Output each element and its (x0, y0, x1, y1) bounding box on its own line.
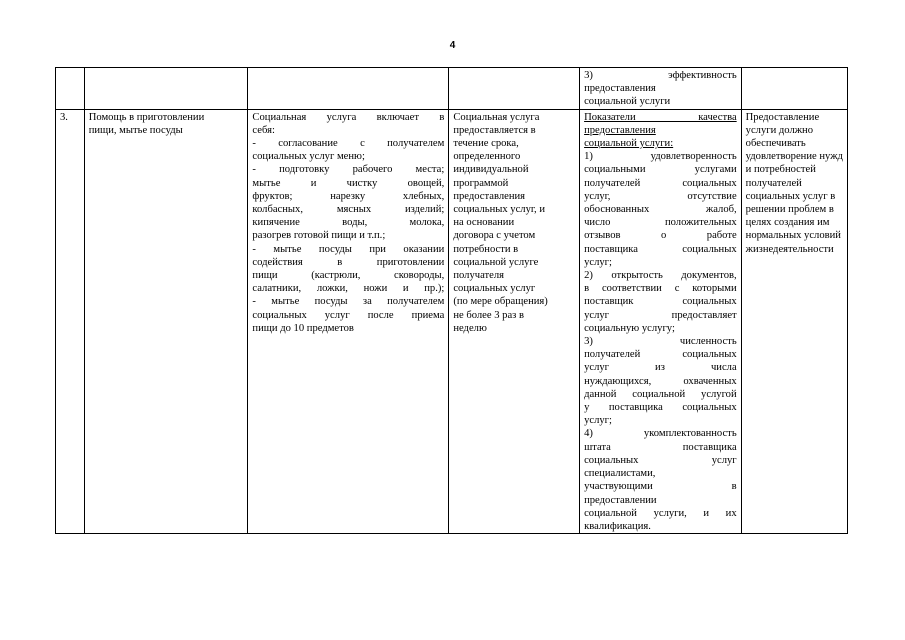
services-table (55, 67, 848, 534)
text-line: договора с учетом (453, 230, 536, 242)
text-line: квалификация. (584, 520, 651, 532)
text-line: и потребностей (745, 164, 816, 176)
text-line: Предоставление (745, 111, 820, 123)
text-line: социальной услуге (453, 256, 539, 268)
text-line: услуг; (584, 256, 612, 268)
text-line: услуг предоставляет (584, 309, 737, 321)
text-line: содействия в приготовлении (252, 256, 445, 268)
text-line: поставщик социальных (584, 296, 737, 308)
text-line: Социальная услуга включает в (252, 111, 445, 123)
text-line: получателей социальных (584, 349, 737, 361)
cell-result (741, 68, 847, 110)
text-line: социальных услуг, и (453, 204, 546, 216)
text-line: 1) удовлетворенность (584, 151, 737, 163)
text-line: получателей социальных (584, 177, 737, 189)
text-line: социальными услугами (584, 164, 737, 176)
text-line: социальных услуг (453, 283, 536, 295)
text-line: течение срока, (453, 138, 519, 150)
text-line: 2) открытость документов, (584, 270, 737, 282)
text-line: - мытье посуды при оказании (252, 243, 445, 255)
text-line: (по мере обращения) (453, 296, 548, 308)
text-line: социальных услуг меню; (252, 151, 365, 163)
text-line: Показатели качества (584, 111, 737, 123)
cell-content (248, 109, 449, 534)
text-line: услуги должно (745, 124, 814, 136)
cell-term (449, 109, 580, 534)
text-line: Социальная услуга (453, 111, 540, 123)
page-number: 4 (449, 40, 456, 51)
text-line: поставщика социальных (584, 243, 737, 255)
text-line: услуг; (584, 415, 612, 427)
text-line: пищи до 10 предметов (252, 322, 354, 334)
text-line: предоставляется в (453, 124, 536, 136)
cell-number (56, 68, 85, 110)
text-line: 3) численность (584, 336, 737, 348)
text-line: 4) укомплектованность (584, 428, 737, 440)
cell-quality (580, 68, 742, 110)
text-line: на основании (453, 217, 515, 229)
text-line: определенного (453, 151, 521, 163)
quality-heading (584, 111, 737, 151)
text-line: колбасных, мясных изделий; (252, 204, 445, 216)
text-line: предоставления (453, 190, 526, 202)
text-line: получателя (453, 270, 504, 282)
text-line: нуждающихся, охваченных (584, 375, 737, 387)
text-line: получателей (745, 177, 802, 189)
text-line: целях создания им (745, 217, 830, 229)
text-line: социальных услуг в (745, 190, 836, 202)
text-line: пищи (кастрюли, сковороды, (252, 270, 445, 282)
text-line: специалистами, (584, 468, 656, 480)
cell-result (741, 109, 847, 534)
text-line: потребности в (453, 243, 519, 255)
text-line: социальной услуги (584, 96, 671, 108)
text-line: отзывов о работе (584, 230, 737, 242)
text-line: нормальных условий (745, 230, 841, 242)
text-line: салатники, ложки, ножи и пр.); (252, 283, 445, 295)
text-line: - мытье посуды за получателем (252, 296, 445, 308)
cell-term (449, 68, 580, 110)
text-line: не более 3 раз в (453, 309, 525, 321)
text-line: социальной услуги, и их (584, 507, 737, 519)
text-line: у поставщика социальных (584, 402, 737, 414)
text-line: число положительных (584, 217, 737, 229)
table-row-continuation (56, 68, 848, 110)
text-line: разогрев готовой пищи и т.п.; (252, 230, 386, 242)
service-result (746, 111, 843, 256)
text-line: в соответствии с которыми (584, 283, 737, 295)
text-line: себя: (252, 124, 275, 136)
text-line: 3) эффективность (584, 70, 737, 81)
text-line: предоставлении (584, 494, 657, 506)
quality-continuation (584, 69, 737, 109)
text-line: предоставления (584, 124, 656, 136)
text-line: - согласование с получателем (252, 138, 445, 150)
text-line: мытье и чистку овощей, (252, 177, 445, 189)
text-line: обеспечивать (745, 138, 806, 150)
text-line: услуг, отсутствие (584, 190, 737, 202)
text-line: - подготовку рабочего места; (252, 164, 445, 176)
text-line: Помощь в приготовлении (88, 111, 205, 123)
service-term (453, 111, 575, 335)
text-line: неделю (453, 322, 487, 334)
text-line: услуг из числа (584, 362, 737, 374)
cell-quality (580, 109, 742, 534)
quality-indicators (584, 150, 737, 533)
text-line: удовлетворение нужд (745, 151, 843, 163)
service-number: 3. (60, 111, 68, 123)
text-line: жизнедеятельности (745, 243, 834, 255)
text-line: штата поставщика (584, 441, 737, 453)
service-name (89, 111, 244, 137)
text-line: социальную услугу; (584, 322, 675, 334)
text-line: программой (453, 177, 509, 189)
text-line: социальных услуг после приема (252, 309, 445, 321)
service-content (252, 111, 444, 335)
text-line: фруктов; нарезку хлебных, (252, 190, 445, 202)
text-line: данной социальной услугой (584, 388, 737, 400)
text-line: индивидуальной (453, 164, 529, 176)
cell-name (84, 109, 248, 534)
text-line: обоснованных жалоб, (584, 204, 737, 216)
table-row-service-3 (56, 109, 848, 534)
cell-number (56, 109, 85, 534)
text-line: решении проблем в (745, 204, 834, 216)
text-line: участвующими в (584, 481, 737, 493)
cell-content (248, 68, 449, 110)
text-line: предоставления (584, 83, 656, 95)
cell-name (84, 68, 248, 110)
text-line: пищи, мытье посуды (88, 124, 183, 136)
text-line: социальной услуги: (584, 138, 674, 150)
text-line: кипячение воды, молока, (252, 217, 445, 229)
text-line: социальных услуг (584, 454, 737, 466)
